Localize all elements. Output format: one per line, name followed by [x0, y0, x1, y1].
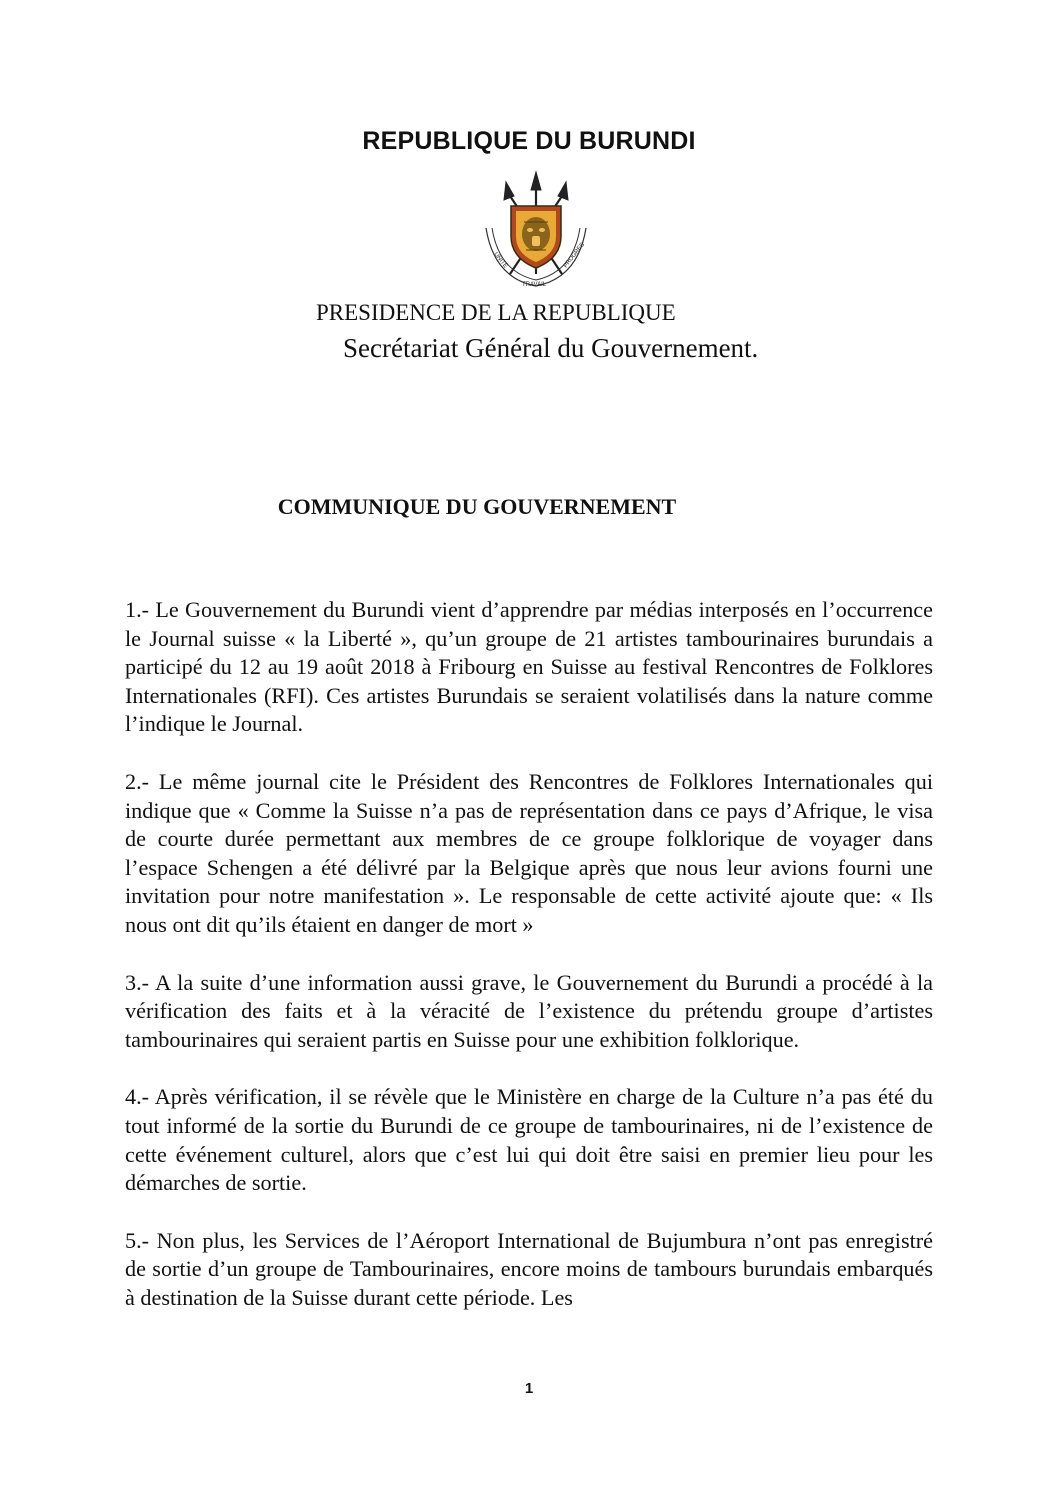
secretariat-heading: Secrétariat Général du Gouvernement. [343, 333, 759, 363]
paragraph-1: 1.- Le Gouvernement du Burundi vient d’apprendre par médias interposés en l’occurrence le Journal suisse « la Liberté », qu’un groupe de 21 artistes tambourinaires burundais a participé du 12 au 19 août 2018 à Fribourg en Suisse au festival Rencontres de Folklores Internationales (RFI). Ces artistes Burundais se seraient volatilisés dans la nature comme l’indique le Journal. [125, 597, 933, 737]
page-number: 1 [524, 1380, 534, 1397]
paragraph-2: 2.- Le même journal cite le Président des Rencontres de Folklores Internationales qui indique que « Comme la Suisse n’a pas de représentation dans ce pays d’Afrique, le visa de courte durée permettant aux membres de ce groupe folklorique de voyager dans l’espace Schengen a été délivré par la Belgique après que nous leur avions fourni une invitation pour notre manifestation ». Le responsable de cette activité ajoute que: « Ils nous ont dit qu’ils étaient en danger de mort » [125, 768, 933, 937]
communique-body [125, 596, 933, 1341]
communique-title [0, 494, 1058, 520]
svg-text:PROGRES: PROGRES [562, 241, 587, 270]
country-title: REPUBLIQUE DU BURUNDI [362, 127, 696, 155]
paragraph-4: 4.- Après vérification, il se révèle que le Ministère en charge de la Culture n’a pas été du tout informé de la sortie du Burundi de ce groupe de tambourinaires, ni de l’existence de cette événement culturel, alors que c’est lui qui doit être saisi en premier lieu pour les démarches de sortie. [125, 1084, 933, 1196]
communique-title-text: COMMUNIQUE DU GOUVERNEMENT [277, 494, 677, 519]
paragraph-3: 3.- A la suite d’une information aussi grave, le Gouvernement du Burundi a procédé à la vérification des faits et à la véracité de l’existence du prétendu groupe d’artistes tambourinaires qui seraient partis en Suisse pour une exhibition folklorique. [125, 969, 933, 1052]
paragraph-5: 5.- Non plus, les Services de l’Aéroport International de Bujumbura n’ont pas enregistré de sortie d’un groupe de Tambourinaires, encore moins de tambours burundais embarqués à destination de la Suisse durant cette période. Les [125, 1227, 933, 1310]
svg-text:UNITE: UNITE [492, 251, 509, 270]
svg-text:TRAVAIL: TRAVAIL [522, 282, 547, 288]
burundi-coat-of-arms-icon [474, 170, 598, 292]
presidence-heading: PRESIDENCE DE LA REPUBLIQUE [316, 300, 676, 325]
